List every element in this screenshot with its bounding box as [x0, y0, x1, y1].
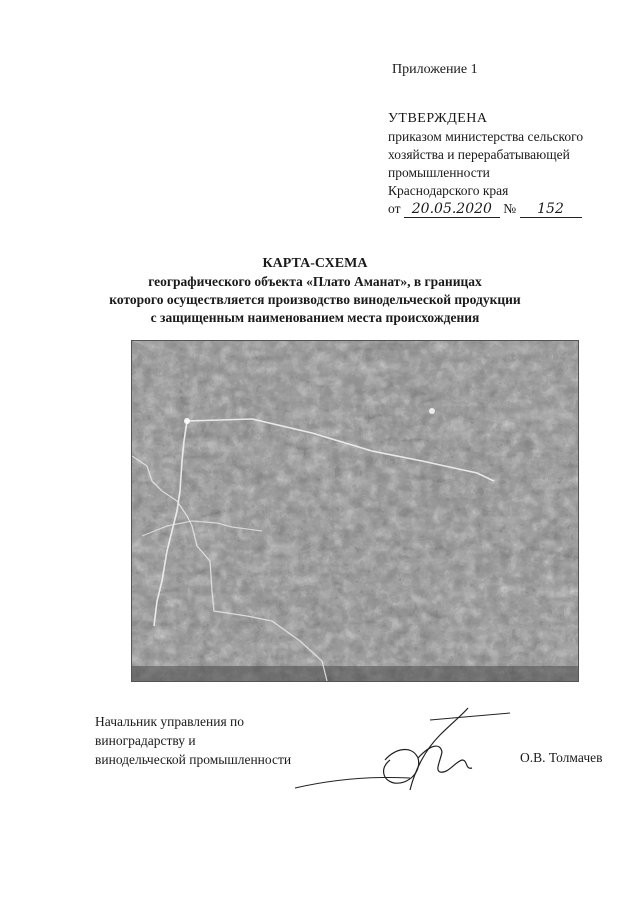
- approval-line: хозяйства и перерабатывающей: [388, 147, 570, 162]
- title-line-1: КАРТА-СХЕМА: [262, 256, 368, 271]
- approval-heading: УТВЕРЖДЕНА: [388, 111, 488, 126]
- satellite-map-image: [131, 340, 579, 682]
- approval-line: Краснодарского края: [388, 183, 509, 198]
- date-prefix: от: [388, 201, 401, 216]
- position-line: винодельческой промышленности: [95, 752, 292, 767]
- title-line-2: географического объекта «Плато Аманат», в границах: [148, 274, 482, 289]
- title-line-3: которого осуществляется производство винодельческой продукции: [109, 292, 521, 307]
- signatory-position: [95, 712, 291, 769]
- handwritten-date: 20.05.2020: [404, 201, 500, 218]
- position-line: виноградарству и: [95, 733, 196, 748]
- approval-date-line: [388, 200, 618, 218]
- map-terrain: [132, 341, 578, 681]
- signatory-name: О.В. Толмачев: [520, 750, 603, 765]
- document-title: [95, 255, 535, 327]
- appendix-label: Приложение 1: [392, 62, 478, 77]
- position-line: Начальник управления по: [95, 714, 245, 729]
- approval-line: приказом министерства сельского: [388, 129, 584, 144]
- approval-block: [388, 110, 618, 218]
- approval-line: промышленности: [388, 165, 490, 180]
- handwritten-number: 152: [520, 201, 582, 218]
- title-line-4: с защищенным наименованием места происхождения: [150, 310, 480, 325]
- number-prefix: №: [503, 201, 517, 216]
- handwritten-signature: [290, 700, 520, 800]
